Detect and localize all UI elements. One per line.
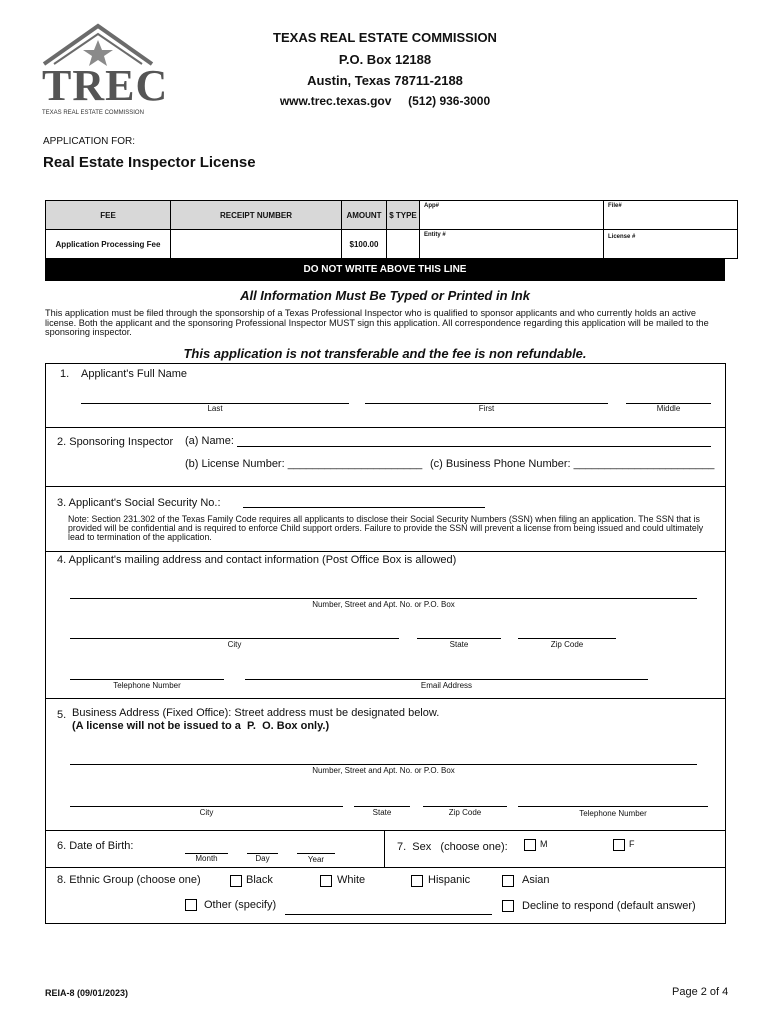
sponsor-phone-field[interactable]: (c) Business Phone Number: _______________________ [430, 458, 715, 470]
s3-label: 3. Applicant's Social Security No.: [57, 497, 221, 509]
entity-number-cell: Entity # [420, 230, 604, 259]
mailing-street-caption: Number, Street and Apt. No. or P.O. Box [312, 600, 455, 609]
ethnic-asian-label: Asian [522, 874, 550, 886]
office-use-banner: DO NOT WRITE ABOVE THIS LINE [45, 259, 725, 281]
ethnic-black-checkbox[interactable] [230, 875, 242, 887]
sponsor-name-field[interactable] [237, 446, 711, 447]
email-caption: Email Address [420, 681, 473, 690]
business-street-caption: Number, Street and Apt. No. or P.O. Box [312, 766, 455, 775]
mailing-state-field[interactable] [417, 638, 501, 639]
mailing-phone-caption: Telephone Number [113, 681, 181, 690]
nontransferable-notice: This application is not transferable and the fee is non refundable. [183, 346, 587, 361]
business-zip-field[interactable] [423, 806, 507, 807]
birth-year-field[interactable] [297, 853, 335, 854]
city-address: Austin, Texas 78711-2188 [307, 73, 463, 88]
mailing-street-field[interactable] [70, 598, 697, 599]
amount-header: AMOUNT [342, 201, 387, 230]
s5-label: Business Address (Fixed Office): Street address must be designated below. [72, 707, 440, 719]
typed-notice: All Information Must Be Typed or Printed in Ink [240, 288, 530, 303]
business-zip-caption: Zip Code [448, 808, 482, 817]
ethnic-other-checkbox[interactable] [185, 899, 197, 911]
mailing-zip-caption: Zip Code [550, 640, 584, 649]
ethnic-white-checkbox[interactable] [320, 875, 332, 887]
ethnic-other-specify-field[interactable] [285, 914, 492, 915]
ethnic-decline-checkbox[interactable] [502, 900, 514, 912]
mailing-city-caption: City [227, 640, 242, 649]
sex-male-label: M [540, 839, 548, 849]
s7-label: 7. Sex (choose one): [397, 841, 508, 853]
type-cell[interactable] [387, 230, 420, 259]
contact-line: www.trec.texas.gov (512) 936-3000 [279, 94, 491, 108]
form-id: REIA-8 (09/01/2023) [45, 988, 129, 998]
last-caption: Last [207, 404, 223, 413]
ethnic-other-label: Other (specify) [204, 899, 277, 911]
first-caption: First [478, 404, 495, 413]
ethnic-asian-checkbox[interactable] [502, 875, 514, 887]
fee-amount: $100.00 [342, 230, 387, 259]
ethnic-decline-label: Decline to respond (default answer) [522, 900, 696, 912]
month-caption: Month [195, 854, 218, 863]
business-phone-field[interactable] [518, 806, 708, 807]
mailing-phone-field[interactable] [70, 679, 224, 680]
ethnic-black-label: Black [246, 874, 273, 886]
license-number-cell: License # [604, 230, 738, 259]
business-phone-caption: Telephone Number [579, 809, 647, 818]
fee-row-label: Application Processing Fee [46, 230, 171, 259]
fee-table [45, 200, 738, 259]
mailing-state-caption: State [449, 640, 469, 649]
ethnic-hispanic-label: Hispanic [428, 874, 471, 886]
app-number-cell: App# [420, 201, 604, 230]
intro-paragraph: This application must be filed through the sponsorship of a Texas Professional Inspector who is qualified to sponsor applicants and who currently holds an active license. Both the applicant and the sponsoring Professional Inspector MUST sign this application. All correspondence regarding this application will be mailed to the sponsoring inspector. [45, 308, 709, 338]
middle-caption: Middle [656, 404, 681, 413]
ssn-field[interactable] [243, 507, 485, 508]
org-name: TEXAS REAL ESTATE COMMISSION [273, 30, 497, 45]
business-state-caption: State [372, 808, 392, 817]
email-field[interactable] [245, 679, 648, 680]
application-for-label: APPLICATION FOR: [43, 136, 136, 147]
sponsor-license-field[interactable]: (b) License Number: ______________________ [185, 458, 423, 470]
type-header: $ TYPE [387, 201, 420, 230]
receipt-cell[interactable] [171, 230, 342, 259]
s4-label: 4. Applicant's mailing address and contact information (Post Office Box is allowed) [57, 554, 457, 566]
logo-text: TREC [42, 61, 169, 110]
sex-female-label: F [629, 839, 635, 849]
fee-header: FEE [46, 201, 171, 230]
sex-female-checkbox[interactable] [613, 839, 625, 851]
year-caption: Year [307, 855, 325, 864]
sponsor-name-label: (a) Name: [185, 435, 234, 447]
po-box: P.O. Box 12188 [338, 52, 432, 67]
s1-number: 1. [60, 368, 70, 380]
business-city-caption: City [199, 808, 214, 817]
s2-label: 2. Sponsoring Inspector [57, 436, 174, 448]
ethnic-white-label: White [337, 874, 366, 886]
ssn-note: Note: Section 231.302 of the Texas Family Code requires all applicants to disclose their Social Security Numbers (SSN) when filing an application. The SSN that is provided will be confidential and is required to enforce Child support orders. Failure to provide the SSN will prevent a license from being issued and could ultimately lead to termination of the application. [68, 514, 704, 543]
business-street-field[interactable] [70, 764, 697, 765]
mailing-zip-field[interactable] [518, 638, 616, 639]
s6-label: 6. Date of Birth: [57, 840, 134, 852]
page-title: Real Estate Inspector License [43, 154, 256, 171]
file-number-cell: File# [604, 201, 738, 230]
s5-number: 5. [57, 709, 67, 721]
sex-male-checkbox[interactable] [524, 839, 536, 851]
business-city-field[interactable] [70, 806, 343, 807]
s1-label: Applicant's Full Name [81, 368, 188, 380]
logo-subtext: TEXAS REAL ESTATE COMMISSION [42, 110, 144, 116]
s8-label: 8. Ethnic Group (choose one) [57, 874, 201, 886]
day-caption: Day [255, 854, 270, 863]
receipt-header: RECEIPT NUMBER [171, 201, 342, 230]
business-state-field[interactable] [354, 806, 410, 807]
s5-po-box-warning: (A license will not be issued to a P. O. Box only.) [72, 720, 330, 732]
page-number: Page 2 of 4 [672, 986, 729, 998]
mailing-city-field[interactable] [70, 638, 399, 639]
ethnic-hispanic-checkbox[interactable] [411, 875, 423, 887]
section-4-box [45, 551, 726, 699]
